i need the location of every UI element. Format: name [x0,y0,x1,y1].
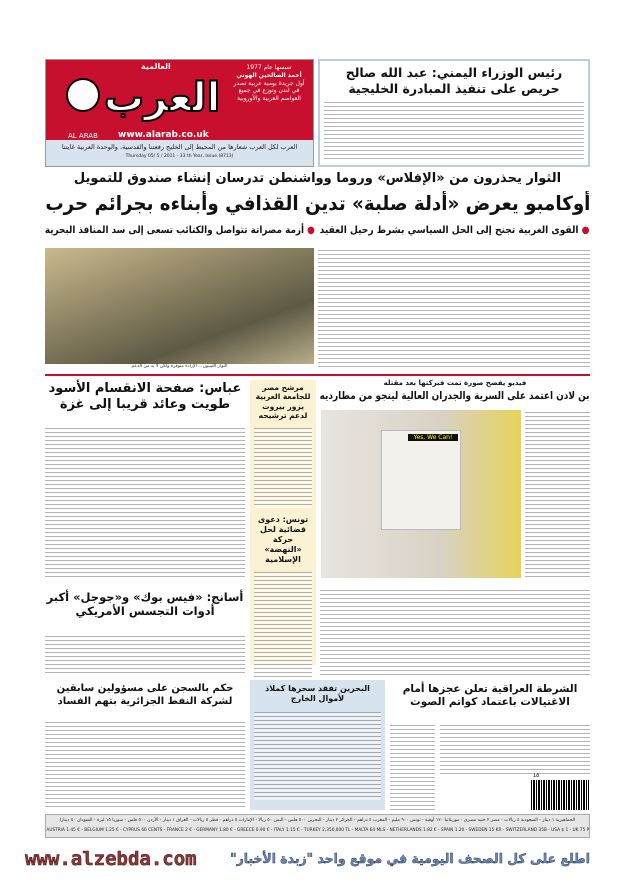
prices-english: AUSTRIA 1.45 € - BELGIUM 1.25 € - CYPRUS 66 CENTS - FRANCE 2 € - GERMANY 1.80 € - GREECE 0.90 € - ITALY 1.15 € - TURKEY 2,350,000 TL - MALTA 64 MLS - NETHERLANDS 1.82 € - SPAIN 1.20 - SWEDEN 15 KR - SWITZERLAND 35B - USA $ 1 - UK 75 P [46,828,589,833]
iraq-body-2 [390,725,435,810]
photo-caption: الثوار الليبيون... الإرادة متوفرة ولكن لا بد من الدعم [131,364,228,369]
egypt-body [254,428,312,508]
bahrain-box [250,680,385,810]
binladen-headline[interactable]: بن لادن اعتمد على السرية والجدران العالية لينجو من مطارديه [320,390,590,402]
founder: أحمد الصالحين الهوني [236,71,302,79]
page-number: 18 [533,773,540,779]
about: أول جريدة يومية عربية تصدر في لندن وتوزع في جميع العواصم العربية والأوروبية [233,79,305,103]
assange-body [45,636,245,674]
side-column [250,380,316,665]
lead-sub-1: ● القوى الغربية تجنح إلى الحل السياسي بشرط رحيل العقيد [320,225,590,236]
website-link[interactable]: www.alarab.co.uk [118,130,209,140]
banner-url-link[interactable]: www.alzebda.com [25,848,197,870]
logo-small: العالمية [141,62,171,71]
issue-date: Thursday 05/ 5 / 2011 - 33 th Year, Issue (8713) [125,154,234,159]
binladen-kicker: فيديو يفضح صورة تمت فبركتها بعد مقتله [383,379,527,387]
slogan-bar [46,140,313,166]
algeria-headline[interactable]: حكم بالسجن على مسؤولين سابقين لشركة النفط الجزائرية بتهم الفساد [56,683,234,707]
tunisia-body [254,572,312,682]
latin-logo: AL ARAB [68,132,98,140]
abbas-body [45,428,245,580]
algeria-body [45,722,245,810]
barcode [531,773,589,810]
globe-logo-icon [66,78,100,112]
bahrain-body [254,712,381,800]
lead-photo [45,248,314,364]
lead-kicker: الثوار يحذرون من «الإفلاس» وروما وواشنطن تدرسان إنشاء صندوق للتمويل [73,171,562,186]
prices-arabic: الجماهيرية ١ دينار - السعودية ٤ ريالات - مصر ٢ جنيه مصري - موريتانيا ١٢٠ أوقية - تونس ٩٠٠ مليم - المغرب ٤ دراهم - الجزائر ٢ دينار - البحرين ٥٠٠ فلس - اليمن ٥٠ ريالا - الإمارات ٥ دراهم - قطر ٥ ريالات - العراق ١ دينار - الأردن ٥٠٠ فلس - سوريا ١٥ ليرة - السودان ٥٠ دينارا [59,818,576,823]
abbas-headline[interactable]: عباس: صفحة الانقسام الأسود طويت وعائد قريبا إلى غزة [48,381,242,413]
lead-body [318,250,590,368]
slogan: العرب لكل العرب شعارها من المحيط إلى الخليج رفعتنا والقدسية، والوحدة العربية غايتنا [61,143,298,151]
founded: تسسها عام 1977 [246,64,292,71]
banner-text: اطلع على كل الصحف اليومية في موقع واحد "زبدة الأخبار" [230,852,590,867]
price-strip [45,814,590,838]
founder-info [229,64,309,103]
binladen-body-2 [320,590,590,675]
tunisia-headline[interactable]: تونس: دعوى قضائية لحل حركة «النهضة» الإسلامية [257,514,309,564]
binladen-photo [321,410,521,578]
assange-headline[interactable]: أسانج: «فيس بوك» و«جوجل» أكبر أدوات التجسس الأمريكي [46,590,244,619]
egypt-headline[interactable]: مرشح مصر للجامعة العربية يزور بيروت لدعم ترشيحه [255,383,311,421]
divider [45,374,590,376]
top-story-headline[interactable]: رئيس الوزراء اليمني: عبد الله صالح حريص على تنفيذ المبادرة الخليجية [345,65,563,96]
bahrain-headline[interactable]: البحرين تفقد سحرها كملاذ لأموال الخارج [265,684,370,703]
iraq-body [440,725,590,775]
promo-banner [25,848,590,874]
top-story-body [324,102,584,160]
binladen-body [525,412,590,578]
logo: العرب [104,75,221,121]
lead-headline[interactable]: أوكامبو يعرض «أدلة صلبة» تدين القذافي وأبناءه بجرائم حرب [44,192,591,215]
photo-sign-text: Yes, We Can! [408,434,458,441]
iraq-headline[interactable]: الشرطة العراقية تعلن عجزها أمام الاغتيالات باعتماد كواتم الصوت [402,683,578,709]
lead-sub-2: ● أزمة مصراتة تتواصل والكتائب تسعى إلى سد المنافذ البحرية [45,225,315,236]
top-story [318,59,590,167]
masthead [45,59,314,167]
